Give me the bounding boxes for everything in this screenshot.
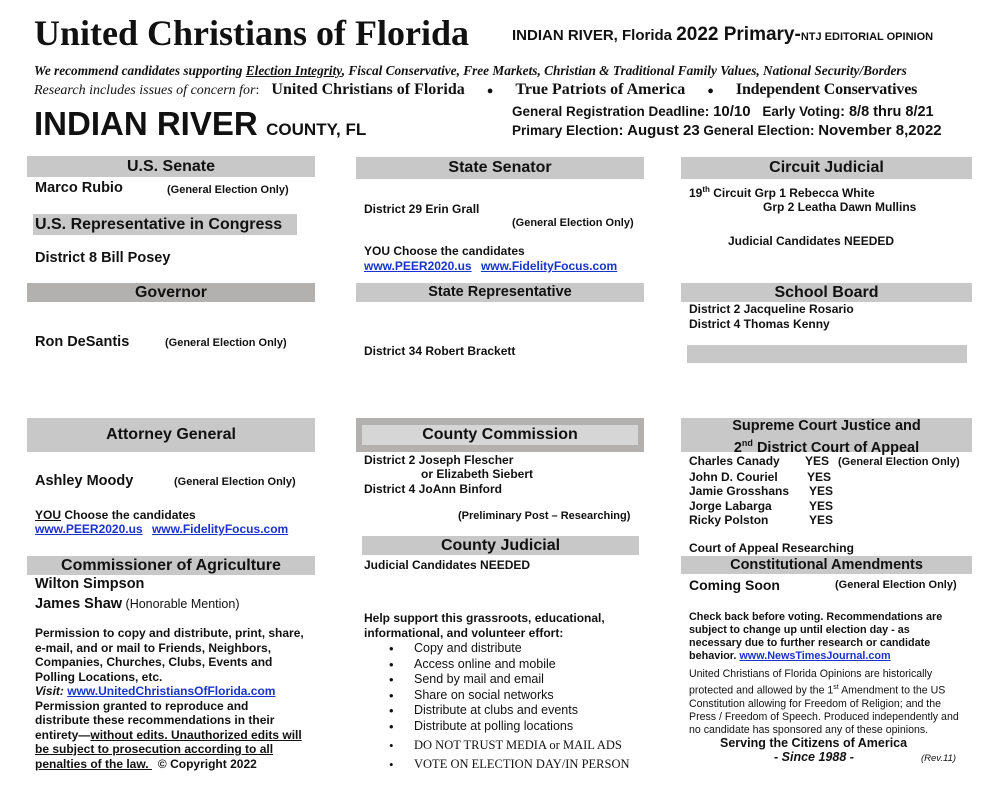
supreme-list: [689, 454, 960, 528]
research-org-1: United Christians of Florida: [271, 81, 465, 98]
circuit-needed: Judicial Candidates NEEDED: [728, 234, 895, 248]
general-date: November 8,2022: [818, 122, 942, 139]
choose-rest: Choose the candidates: [61, 508, 196, 522]
checkback-copy: Check back before voting. Recommendations are subject to change up until election day - as necessary due to further research or candidate behavior.: [689, 611, 943, 662]
election-county: INDIAN RIVER, Florida: [512, 27, 677, 44]
fidelity-link[interactable]: www.FidelityFocus.com: [480, 259, 618, 273]
circuit-line-1: [689, 185, 875, 200]
website-link[interactable]: www.UnitedChristiansOfFlorida.com: [67, 684, 276, 698]
editorial-label: NTJ EDITORIAL OPINION: [800, 31, 934, 43]
research-line: [34, 81, 917, 99]
research-lead: Research includes issues of concern for: [34, 83, 256, 98]
permission-copy: Permission to copy and distribute, print, share, e-mail, and or mail to Friends, Neighbors, Companies, Churches, Clubs, Events and Polling Locations, etc.: [35, 626, 304, 684]
peer-link[interactable]: www.PEER2020.us: [35, 522, 143, 536]
senate-note: (General Election Only): [167, 184, 289, 196]
school-board-line-2: District 4 Thomas Kenny: [689, 317, 830, 331]
amendments-header: Constitutional Amendments: [681, 556, 972, 574]
bullet-icon: ●: [707, 85, 714, 97]
org-title: United Christians of Florida: [34, 13, 470, 53]
serving-line: Serving the Citizens of America: [720, 736, 908, 750]
governor-header: Governor: [27, 283, 315, 302]
state-senator-candidate: District 29 Erin Grall: [364, 202, 480, 216]
permission-text: [35, 626, 305, 771]
disclaimer-text: United Christians of Florida Opinions are historically protected and allowed by the 1st Amendment to the US Constitution allowing for Freedom of Religion; and the Press / Freedom of Speech. Produced independently and no candidate has sponsored any of these opinions.: [689, 668, 959, 736]
checkback-text: [689, 611, 959, 663]
copyright: © Copyright 2022: [157, 756, 257, 771]
supreme-row: Ricky Polston YES: [689, 513, 834, 528]
list-item: • VOTE ON ELECTION DAY/IN PERSON: [362, 755, 652, 774]
county-judicial-header: County Judicial: [362, 536, 639, 555]
reg-label: General Registration Deadline:: [512, 104, 714, 119]
early-dates: : 8/8 thru 8/21: [840, 104, 934, 120]
amendments-note: (General Election Only): [835, 579, 957, 591]
list-item: • Distribute at polling locations: [362, 719, 642, 735]
attorney-general-header: Attorney General: [27, 418, 315, 452]
school-board-header: School Board: [681, 283, 972, 302]
supreme-header: [681, 418, 972, 456]
circuit-grp1: Circuit Grp 1 Rebecca White: [709, 186, 875, 200]
county-judicial-needed: Judicial Candidates NEEDED: [364, 558, 531, 572]
fidelity-link[interactable]: www.FidelityFocus.com: [151, 522, 289, 536]
court-of-appeal: Court of Appeal Researching: [689, 541, 854, 555]
election-dates-line: [512, 122, 942, 139]
congress-header: U.S. Representative in Congress: [33, 214, 297, 235]
granted-b: without edits. Unauthorized edits will be subject to prosecution according to all penalties of the law.: [35, 727, 302, 771]
support-list: [362, 641, 642, 734]
support-lead: Help support this grassroots, educational, informational, and volunteer effort:: [364, 611, 605, 640]
recommend-lead: We recommend candidates supporting: [34, 63, 246, 78]
county-heading: [34, 106, 366, 142]
general-label: General Election:: [699, 123, 819, 138]
agriculture-candidate-2: James Shaw: [35, 596, 123, 612]
recommend-rest: , Fiscal Conservative, Free Markets, Christian & Traditional Family Values, National Security/Borders: [341, 63, 907, 78]
primary-label: Primary Election: [512, 123, 619, 138]
school-board-line-1: District 2 Jacqueline Rosario: [689, 302, 854, 316]
peer-link[interactable]: www.PEER2020.us: [364, 259, 472, 273]
early-label: Early Voting: [762, 104, 841, 119]
election-primary: 2022 Primary-: [676, 24, 801, 45]
senate-header: U.S. Senate: [27, 156, 315, 177]
bullet-icon: ●: [486, 85, 494, 97]
research-org-3: Independent Conservatives: [735, 81, 918, 98]
senate-candidate: Marco Rubio: [35, 180, 123, 196]
honorable-mention: (Honorable Mention): [122, 597, 240, 611]
supreme-row: John D. Couriel YES: [689, 469, 832, 484]
since-line: - Since 1988 -: [774, 750, 854, 764]
supreme-row: Jamie Grosshans YES: [689, 484, 834, 499]
list-item: • Access online and mobile: [362, 657, 642, 673]
county-commission-line-3: District 4 JoAnn Binford: [364, 482, 503, 496]
county-commission-line-2: or Elizabeth Siebert: [421, 467, 534, 481]
county-big: INDIAN RIVER: [34, 105, 258, 142]
registration-line: [512, 103, 934, 120]
list-item: • Send by mail and email: [362, 672, 642, 688]
school-board-bar: [687, 345, 967, 363]
governor-candidate: Ron DeSantis: [35, 334, 130, 350]
state-senator-note: (General Election Only): [512, 217, 634, 229]
supreme-header-line-2: 2nd District Court of Appeal: [733, 438, 920, 456]
choose-you: YOU: [35, 508, 62, 522]
amendments-status: Coming Soon: [689, 577, 780, 593]
granted-a: Permission granted to reproduce and distribute these recommendations in their entirety—: [35, 698, 275, 742]
list-item: • Copy and distribute: [362, 641, 642, 657]
recommend-underlined: Election Integrity: [245, 63, 342, 78]
circuit-number: 19: [689, 186, 703, 200]
county-commission-header: County Commission: [362, 425, 638, 445]
congress-candidate: District 8 Bill Posey: [35, 250, 171, 266]
support-serif-list: [362, 736, 652, 774]
list-item: • Share on social networks: [362, 688, 642, 704]
election-title: [512, 24, 933, 46]
county-commission-note: (Preliminary Post – Researching): [458, 510, 631, 522]
research-org-2: True Patriots of America: [515, 81, 686, 98]
reg-date: 10/10: [713, 103, 751, 120]
research-colon: :: [255, 83, 260, 98]
state-senator-links: [364, 259, 617, 273]
attorney-general-choose: [35, 508, 196, 522]
attorney-general-candidate: Ashley Moody: [35, 473, 134, 489]
county-small: COUNTY, FL: [266, 120, 367, 139]
agriculture-line-2: [35, 595, 239, 613]
supreme-header-line-1: Supreme Court Justice and: [732, 418, 921, 434]
governor-note: (General Election Only): [165, 337, 287, 349]
list-item: • Distribute at clubs and events: [362, 703, 642, 719]
state-senator-choose: YOU Choose the candidates: [364, 244, 525, 258]
state-senator-header: State Senator: [356, 157, 644, 179]
primary-date: : August 23: [618, 122, 700, 139]
supreme-row: Jorge Labarga YES: [689, 498, 834, 513]
circuit-sup: th: [702, 185, 710, 194]
circuit-line-2: Grp 2 Leatha Dawn Mullins: [763, 200, 917, 214]
recommend-line: [34, 63, 907, 79]
attorney-general-note: (General Election Only): [174, 476, 296, 488]
state-rep-header: State Representative: [356, 283, 644, 302]
supreme-row: Charles Canady YES (General Election Only): [689, 454, 960, 468]
newstimes-link[interactable]: www.NewsTimesJournal.com: [739, 650, 891, 662]
revision-label: (Rev.11): [921, 753, 957, 764]
list-item: • DO NOT TRUST MEDIA or MAIL ADS: [362, 736, 652, 755]
county-commission-line-1: District 2 Joseph Flescher: [364, 453, 514, 467]
visit-label: Visit:: [35, 684, 68, 698]
agriculture-candidate-1: Wilton Simpson: [35, 576, 145, 592]
state-rep-candidate: District 34 Robert Brackett: [364, 344, 516, 358]
agriculture-header: Commissioner of Agriculture: [27, 556, 315, 575]
attorney-general-links: [35, 522, 288, 536]
circuit-header: Circuit Judicial: [681, 157, 972, 179]
